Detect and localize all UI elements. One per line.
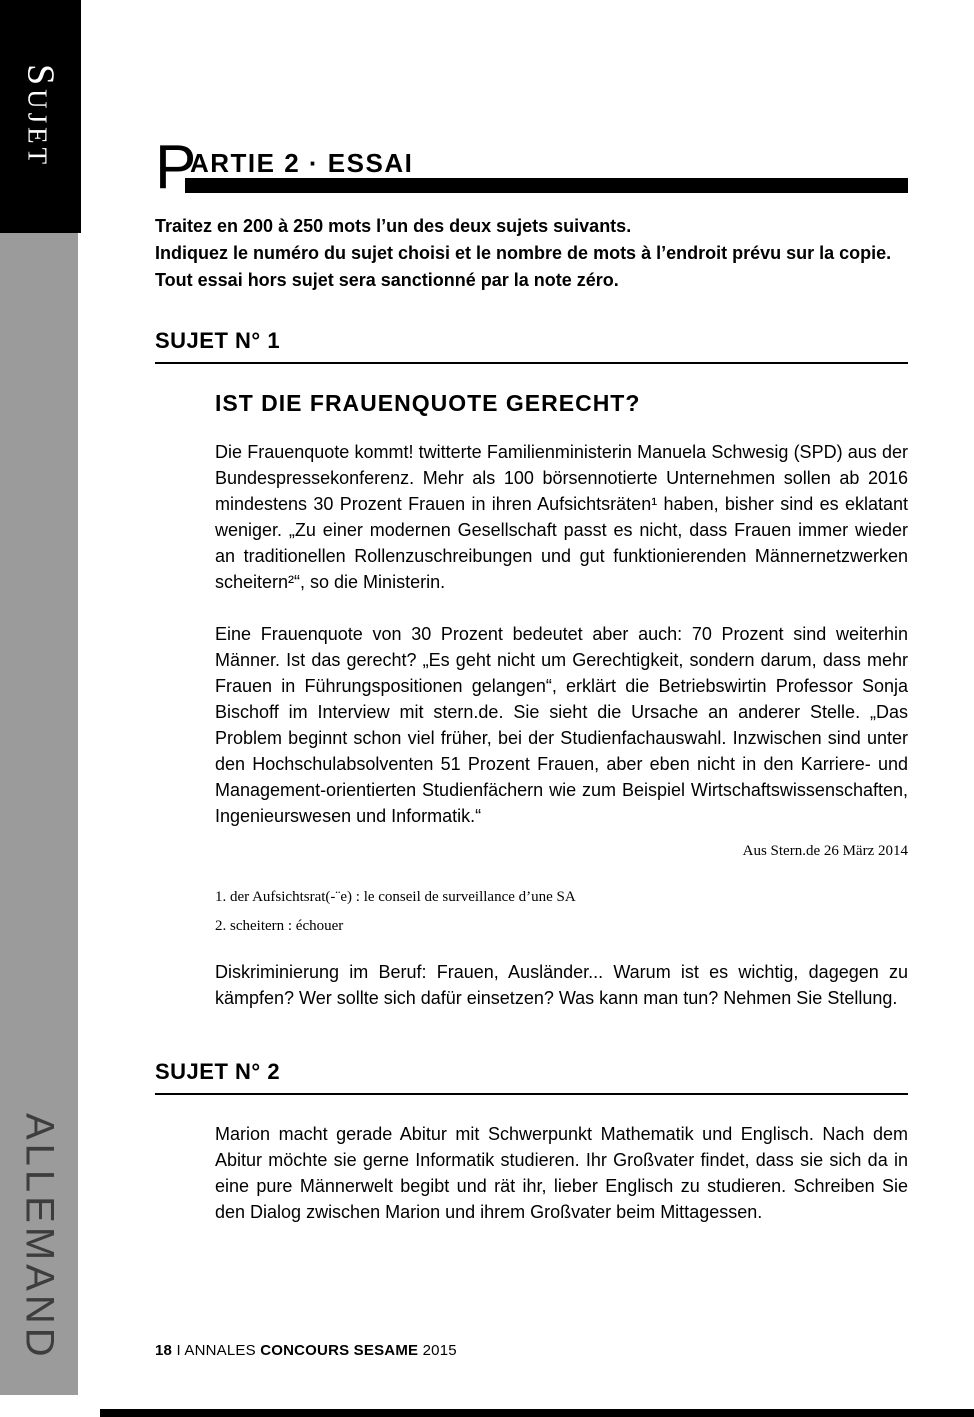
footnotes-block bbox=[215, 886, 908, 937]
part-title: ARTIE 2 · ESSAI bbox=[190, 148, 414, 178]
part-header bbox=[155, 133, 908, 202]
footer-year: 2015 bbox=[422, 1342, 457, 1359]
source-citation: Aus Stern.de 26 März 2014 bbox=[742, 843, 908, 859]
header-black-bar bbox=[185, 178, 908, 193]
sujet1-paragraph-1: Die Frauenquote kommt! twitterte Familienministerin Manuela Schwesig (SPD) aus der Bundespressekonferenz. Mehr als 100 börsennotierte Unternehmen sollen ab 2016 mindestens 30 Prozent Frauen in ihren Aufsichtsräten¹ haben, bisher sind es eklatant weniger. „Zu einer modernen Gesellschaft passt es nicht, dass Frauen immer wieder an traditionellen Rollenzuschreibungen und gut funktionierenden Männernetzwerken scheitern²“, so die Ministerin. bbox=[215, 442, 908, 592]
sujet2-paragraph: Marion macht gerade Abitur mit Schwerpunkt Mathematik und Englisch. Nach dem Abitur möchte sie gerne Informatik studieren. Ihr Großvater findet, dass sie sich da in eine pure Männerwelt begibt und rät ihr, lieber Englisch zu studieren. Schreiben Sie den Dialog zwischen Marion und ihrem Großvater beim Mittagessen. bbox=[215, 1124, 908, 1222]
footer-separator: I bbox=[176, 1342, 181, 1359]
page-content bbox=[155, 0, 908, 1225]
footer-concours-sesame: CONCOURS SESAME bbox=[260, 1342, 419, 1359]
bottom-rule bbox=[100, 1409, 974, 1417]
sujet2-heading: SUJET N° 2 bbox=[155, 1059, 908, 1095]
instructions-block bbox=[155, 213, 908, 294]
sujet1-task: Diskriminierung im Beruf: Frauen, Ausländer... Warum ist es wichtig, dagegen zu kämpfen? Wer sollte sich dafür einsetzen? Was kann man tun? Nehmen Sie Stellung. bbox=[215, 962, 908, 1008]
footnote-1: 1. der Aufsichtsrat(-¨e) : le conseil de surveillance d’une SA bbox=[215, 889, 576, 905]
sujet1-paragraph-2: Eine Frauenquote von 30 Prozent bedeutet aber auch: 70 Prozent sind weiterhin Männer. Ist das gerecht? „Es geht nicht um Gerechtigkeit, sondern darum, dass mehr Frauen in Führungspositionen gelangen“, erklärt die Betriebswirtin Professor Sonja Bischoff im Interview mit stern.de. Sie sieht die Ursache an anderer Stelle. „Das Problem beginnt schon viel früher, bei der Studienfachauswahl. Inzwischen sind unter den Hochschulabsolventen 51 Prozent Frauen, aber eben nicht in den Karriere- und Management-orientierten Studienfächern wie zum Beispiel Wirtschaftswissenschaften, Ingenieurswesen und Informatik.“ bbox=[215, 624, 908, 826]
subject-tab-label: Sujet bbox=[19, 64, 62, 169]
sidebar-subject-tab bbox=[0, 0, 81, 233]
header-drop-initial: P bbox=[155, 133, 197, 202]
sujet1-essay-title: IST DIE FRAUENQUOTE GERECHT? bbox=[215, 390, 641, 416]
sidebar-language-column bbox=[0, 233, 78, 1395]
language-label: ALLEMAND bbox=[17, 1113, 62, 1361]
footnote-2: 2. scheitern : échouer bbox=[215, 918, 344, 934]
sujet1-heading: SUJET N° 1 bbox=[155, 328, 908, 364]
page-footer bbox=[155, 1342, 457, 1359]
page-number: 18 bbox=[155, 1342, 173, 1359]
footer-annales: ANNALES bbox=[184, 1342, 256, 1359]
instruction-line-1: Traitez en 200 à 250 mots l’un des deux sujets suivants. bbox=[155, 216, 632, 236]
instruction-line-2: Indiquez le numéro du sujet choisi et le nombre de mots à l’endroit prévu sur la copie. bbox=[155, 243, 892, 263]
instruction-line-3: Tout essai hors sujet sera sanctionné par la note zéro. bbox=[155, 270, 619, 290]
